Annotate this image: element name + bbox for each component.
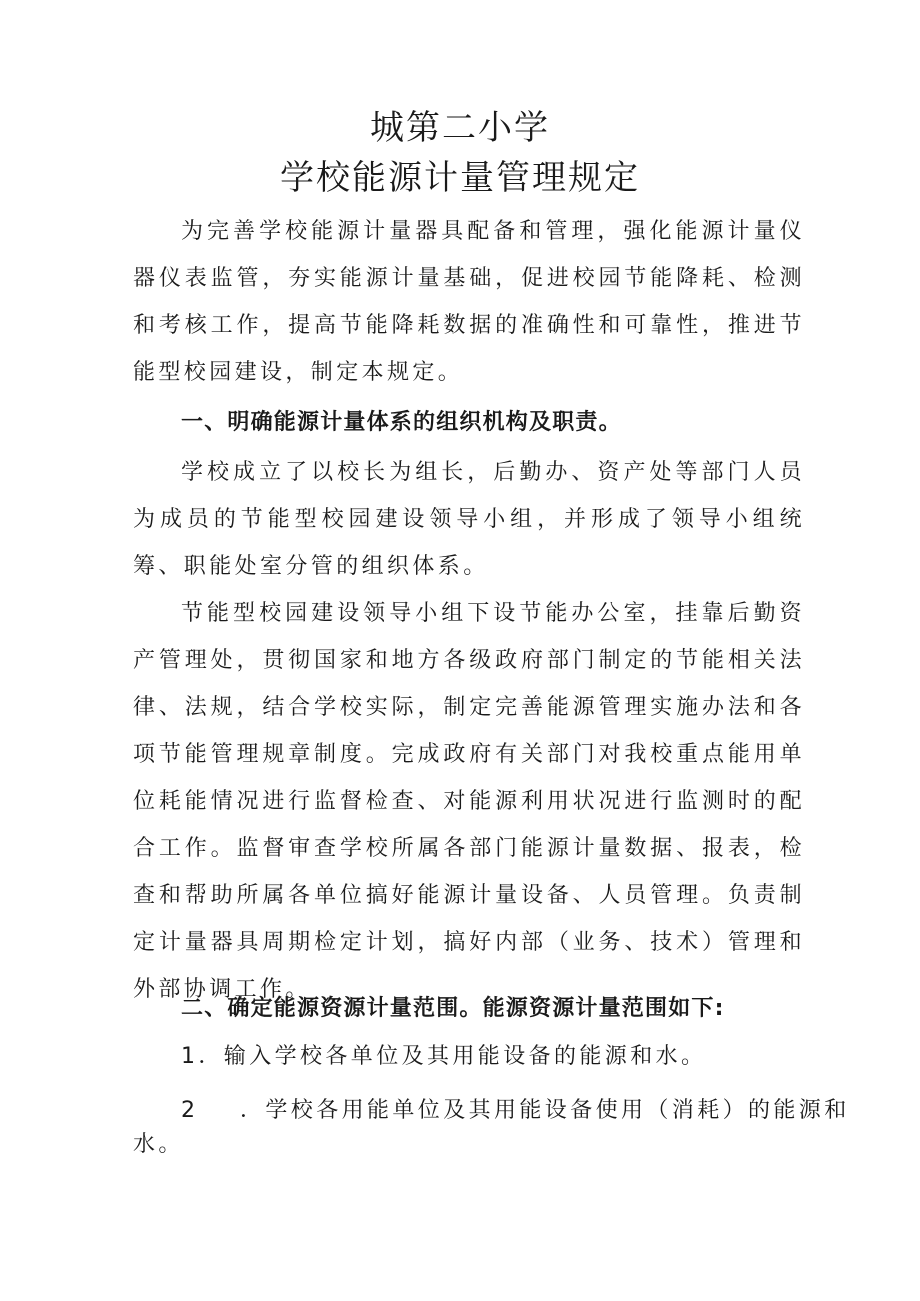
- list-item-2-number: 2: [181, 1098, 199, 1123]
- section-1-paragraph-2: 节能型校园建设领导小组下设节能办公室，挂靠后勤资产管理处，贯彻国家和地方各级政府部门制定的节能相关法律、法规，结合学校实际，制定完善能源管理实施办法和各项节能管理规章制度。完成政府有关部门对我校重点能用单位耗能情况进行监督检查、对能源利用状况进行监测时的配合工作。监督审查学校所属各部门能源计量数据、报表，检查和帮助所属各单位搞好能源计量设备、人员管理。负责制定计量器具周期检定计划，搞好内部（业务、技术）管理和外部协调工作。: [133, 601, 805, 1002]
- section-2-heading: 二、确定能源资源计量范围。能源资源计量范围如下:: [181, 996, 725, 1021]
- section-1-heading: 一、明确能源计量体系的组织机构及职责。: [181, 410, 622, 435]
- document-title-school: 城第二小学: [370, 108, 550, 148]
- list-item-2-text: ．学校各用能单位及其用能设备使用（消耗）的能源和: [240, 1098, 850, 1123]
- list-item-1: 1．输入学校各单位及其用能设备的能源和水。: [181, 1044, 707, 1069]
- section-1-paragraph-1: 学校成立了以校长为组长，后勤办、资产处等部门人员为成员的节能型校园建设领导小组，并形成了领导小组统筹、职能处室分管的组织体系。: [133, 460, 805, 579]
- list-item-2-continued: 水。: [133, 1132, 184, 1157]
- intro-paragraph: 为完善学校能源计量器具配备和管理，强化能源计量仪器仪表监管，夯实能源计量基础，促进校园节能降耗、检测和考核工作，提高节能降耗数据的准确性和可靠性，推进节能型校园建设，制定本规定。: [133, 219, 805, 385]
- document-title-regulation: 学校能源计量管理规定: [280, 158, 640, 198]
